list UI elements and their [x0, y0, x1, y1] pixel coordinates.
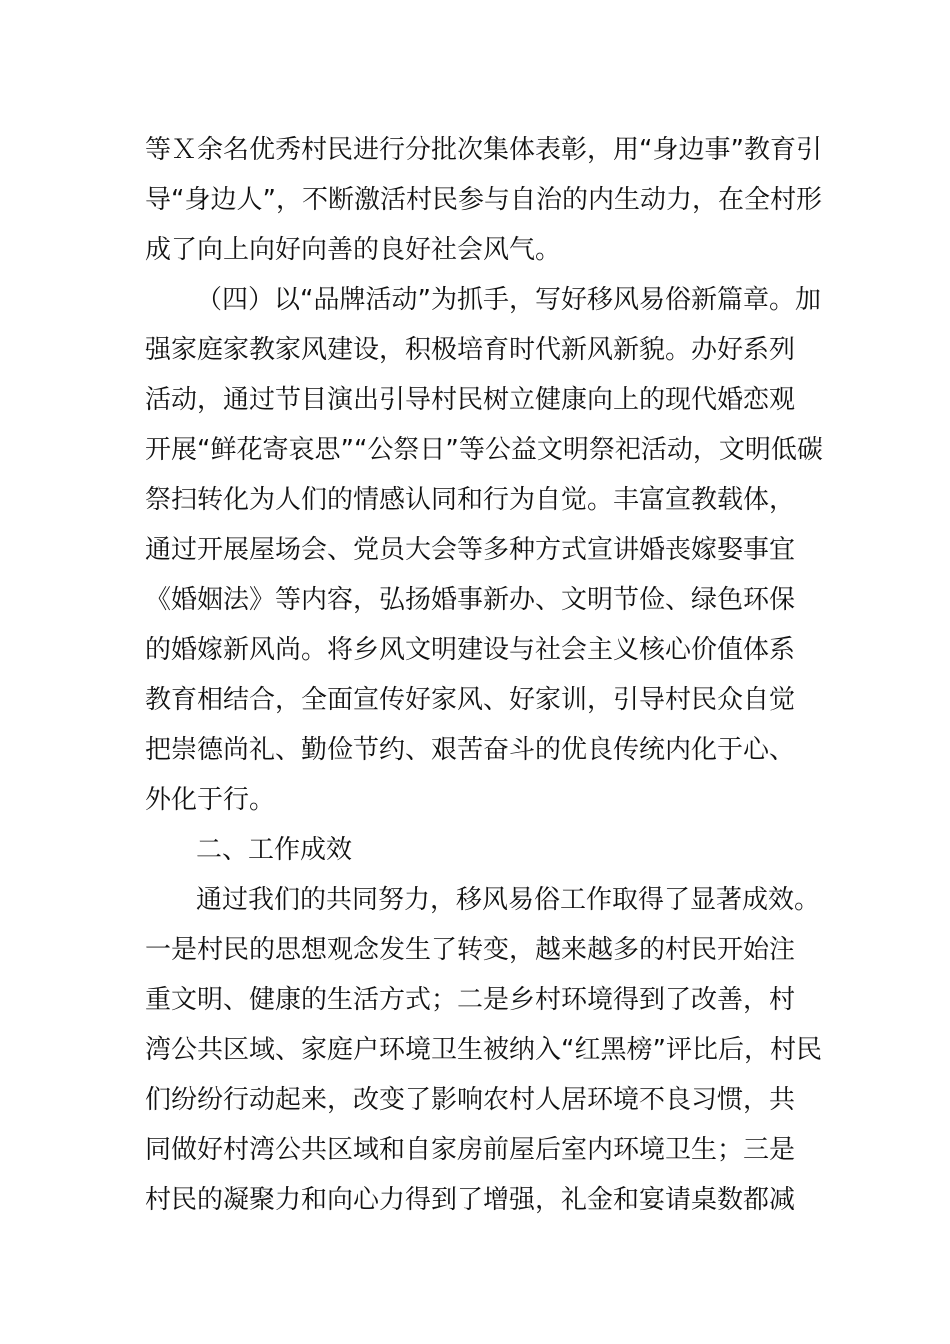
text-line: 导“身边人”，不断激活村民参与自治的内生动力，在全村形	[145, 185, 822, 215]
text-line: 湾公共区域、家庭户环境卫生被纳入“红黑榜”评比后，村民	[145, 1035, 822, 1065]
text-line: 《婚姻法》等内容，弘扬婚事新办、文明节俭、绿色环保	[145, 585, 796, 615]
text-line: 等Ｘ余名优秀村民进行分批次集体表彰，用“身边事”教育引	[145, 135, 822, 165]
text-line: 祭扫转化为人们的情感认同和行为自觉。丰富宣教载体，	[145, 485, 796, 515]
text-line: 通过我们的共同努力，移风易俗工作取得了显著成效。	[196, 885, 821, 915]
text-line: 教育相结合，全面宣传好家风、好家训，引导村民众自觉	[145, 685, 796, 715]
text-line: 通过开展屋场会、党员大会等多种方式宣讲婚丧嫁娶事宜	[145, 535, 796, 565]
section-heading-results: 二、工作成效	[196, 835, 353, 865]
text-line: 村民的凝聚力和向心力得到了增强，礼金和宴请桌数都减	[145, 1185, 796, 1215]
text-line: 重文明、健康的生活方式；二是乡村环境得到了改善，村	[145, 985, 796, 1015]
text-line: 的婚嫁新风尚。将乡风文明建设与社会主义核心价值体系	[145, 635, 796, 665]
text-line: 活动，通过节目演出引导村民树立健康向上的现代婚恋观	[145, 385, 796, 415]
text-line: 成了向上向好向善的良好社会风气。	[145, 235, 562, 265]
section-heading-four: （四）以“品牌活动”为抓手，写好移风易俗新篇章。加	[196, 285, 821, 315]
text-line: 同做好村湾公共区域和自家房前屋后室内环境卫生；三是	[145, 1135, 796, 1165]
text-line: 强家庭家教家风建设，积极培育时代新风新貌。办好系列	[145, 335, 796, 365]
text-line: 一是村民的思想观念发生了转变，越来越多的村民开始注	[145, 935, 796, 965]
text-line: 开展“鲜花寄哀思”“公祭日”等公益文明祭祀活动，文明低碳	[145, 435, 823, 465]
text-line: 们纷纷行动起来，改变了影响农村人居环境不良习惯，共	[145, 1085, 796, 1115]
text-line: 把崇德尚礼、勤俭节约、艰苦奋斗的优良传统内化于心、	[145, 735, 796, 765]
text-line: 外化于行。	[145, 785, 276, 815]
